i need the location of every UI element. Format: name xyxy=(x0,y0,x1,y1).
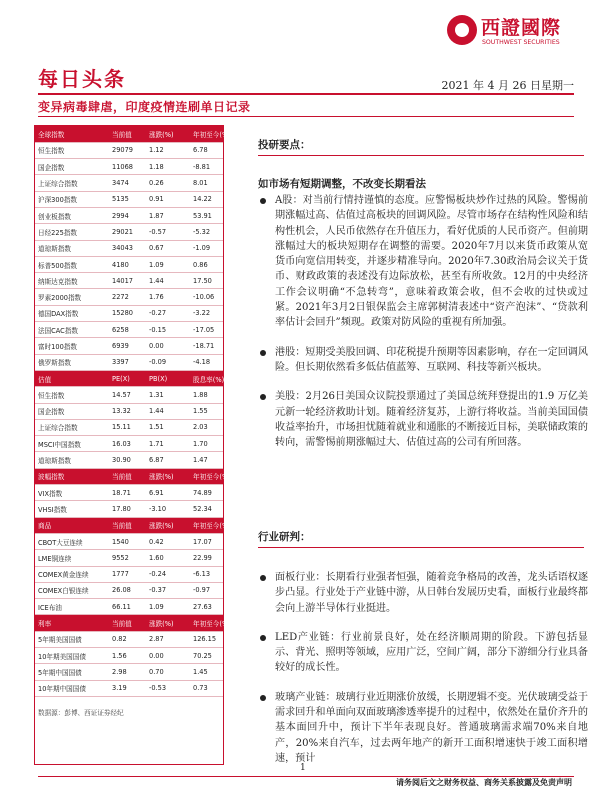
data-source-note: 数据源：彭博、西证证券经纪 xyxy=(38,708,124,717)
table-row xyxy=(35,354,223,370)
table-cell: -0.27 xyxy=(146,305,190,321)
table-header-cell: 涨跌(%) xyxy=(146,126,190,142)
table-cell: 17.50 xyxy=(190,273,223,289)
table-cell: 66.11 xyxy=(109,599,146,615)
table-cell: -17.05 xyxy=(190,322,223,338)
table-cell: 15280 xyxy=(109,305,146,321)
table-cell: -4.18 xyxy=(190,354,223,370)
table-header-row xyxy=(35,517,223,533)
table-cell: 1.88 xyxy=(190,387,223,403)
table-cell: 法国CAC指数 xyxy=(35,322,109,338)
table-cell: 0.26 xyxy=(146,175,190,191)
table-header-cell: 年初至今(%) xyxy=(190,468,223,484)
table-cell: 4180 xyxy=(109,256,146,272)
top-divider xyxy=(38,93,574,95)
table-cell: 15.11 xyxy=(109,419,146,435)
table-cell: 1.09 xyxy=(146,599,190,615)
masthead-title: 每日头条 xyxy=(38,67,126,91)
table-cell: 0.42 xyxy=(146,533,190,549)
table-cell: 6.91 xyxy=(146,485,190,501)
table-row xyxy=(35,680,223,696)
table-cell: 道琼斯指数 xyxy=(35,240,109,256)
bullet-a-share: A股：对当前行情持谨慎的态度。应警惕板块炒作过热的风险。警惕前期涨幅过高、估值过高板块的回调风险。尽管市场存在结构性风险和结构性机会，人民币依然存在升值压力，看好优质的人民币资产。但前期涨幅过大的板块短期存在调整的需要。2020年7月以来货币政策从宽货币向宽信用转变，并逐步精准导向。2020年7.30政治局会议关于货币、财政政策的表述没有边际放松，甚至有所收敛。12月的中央经济工作会议明确“不急转弯”，意味着政策会收，但不会收的过快或过紧。2021年3月2日银保监会主席郭树清表述中“资产泡沫”、“贷款利率估计会回升”频现。政策对防风险的重视有所加强。 xyxy=(258,193,588,331)
bullet-hk-share: 港股：短期受美股回调、印花税提升预期等因素影响，存在一定回调风险。但长期依然看多低估值蓝筹、互联网、科技等新兴板块。 xyxy=(258,345,588,376)
table-cell: ICE布油 xyxy=(35,599,109,615)
brand-logo xyxy=(447,13,587,53)
table-cell: 3.19 xyxy=(109,680,146,696)
table-cell: 2994 xyxy=(109,207,146,223)
table-cell: 创业板指数 xyxy=(35,207,109,223)
table-cell: 标普500指数 xyxy=(35,256,109,272)
table-header-cell: 利率 xyxy=(35,615,109,631)
table-header-cell: 涨跌(%) xyxy=(146,468,190,484)
table-cell: 16.03 xyxy=(109,436,146,452)
table-cell: 上证综合指数 xyxy=(35,419,109,435)
table-cell: VHSI指数 xyxy=(35,501,109,517)
table-row xyxy=(35,436,223,452)
table-cell: 2.87 xyxy=(146,631,190,647)
table-cell: -6.13 xyxy=(190,566,223,582)
table-row xyxy=(35,322,223,338)
table-cell: 1.18 xyxy=(146,159,190,175)
table-cell: 0.82 xyxy=(109,631,146,647)
table-row xyxy=(35,599,223,615)
table-cell: 2.98 xyxy=(109,664,146,680)
table-cell: 11068 xyxy=(109,159,146,175)
table-cell: 1.51 xyxy=(146,419,190,435)
table-cell: 1.70 xyxy=(190,436,223,452)
table-cell: 沪深300指数 xyxy=(35,191,109,207)
research-bullets xyxy=(258,193,588,450)
table-cell: 恒生指数 xyxy=(35,142,109,158)
headline: 变异病毒肆虐，印度疫情连刷单日记录 xyxy=(38,100,251,114)
table-row xyxy=(35,240,223,256)
table-header-cell: 当前值 xyxy=(109,615,146,631)
table-header-cell: PB(X) xyxy=(146,370,190,386)
table-cell: 18.71 xyxy=(109,485,146,501)
table-cell: 1.47 xyxy=(190,452,223,468)
table-cell: 10年期中国国债 xyxy=(35,680,109,696)
table-cell: -0.37 xyxy=(146,582,190,598)
table-cell: 道琼斯指数 xyxy=(35,452,109,468)
table-row xyxy=(35,175,223,191)
section-title-industry: 行业研判： xyxy=(258,531,311,543)
brand-name-en: SOUTHWEST SECURITIES xyxy=(482,39,560,46)
table-cell: LME铜连续 xyxy=(35,550,109,566)
section-divider xyxy=(258,547,584,548)
table-cell: -8.81 xyxy=(190,159,223,175)
table-cell: 0.67 xyxy=(146,240,190,256)
table-cell: 52.34 xyxy=(190,501,223,517)
table-row xyxy=(35,403,223,419)
table-cell: 1.44 xyxy=(146,403,190,419)
table-cell: 6258 xyxy=(109,322,146,338)
table-cell: -0.97 xyxy=(190,582,223,598)
table-row xyxy=(35,550,223,566)
table-cell: -0.09 xyxy=(146,354,190,370)
table-row xyxy=(35,387,223,403)
table-header-cell: 全球指数 xyxy=(35,126,109,142)
table-cell: 俄罗斯指数 xyxy=(35,354,109,370)
table-cell: -0.57 xyxy=(146,224,190,240)
table-cell: 1.31 xyxy=(146,387,190,403)
table-cell: 8.01 xyxy=(190,175,223,191)
table-cell: 17.07 xyxy=(190,533,223,549)
table-cell: -3.22 xyxy=(190,305,223,321)
table-cell: 126.15 xyxy=(190,631,223,647)
table-cell: CBOT大豆连续 xyxy=(35,533,109,549)
table-cell: -0.24 xyxy=(146,566,190,582)
table-cell: 罗素2000指数 xyxy=(35,289,109,305)
table-row xyxy=(35,582,223,598)
table-cell: 14017 xyxy=(109,273,146,289)
table-header-cell: 年初至今(%) xyxy=(190,615,223,631)
table-cell: 27.63 xyxy=(190,599,223,615)
table-row xyxy=(35,207,223,223)
bullet-us-share: 美股：2月26日美国众议院投票通过了美国总统拜登提出的1.9 万亿美元新一轮经济救助计划。随着经济复苏，上游行将收益。当前美国国债收益率抬升，市场担忧随着就业和通胀的不断接近目标，美联储政策的转向，需警惕前期涨幅过大、估值过高的公司有所回落。 xyxy=(258,389,588,450)
table-header-row xyxy=(35,468,223,484)
brand-name-cn: 西證國際 xyxy=(481,17,562,39)
table-cell: 2.03 xyxy=(190,419,223,435)
table-cell: VIX指数 xyxy=(35,485,109,501)
disclaimer-note: 请务阅后文之财务权益、商务关系披露及免责声明 xyxy=(396,778,572,787)
table-cell: 1.87 xyxy=(146,207,190,223)
table-cell: 1.56 xyxy=(109,648,146,664)
section-subtitle: 如市场有短期调整，不改变长期看法 xyxy=(258,178,426,190)
table-cell: 6.78 xyxy=(190,142,223,158)
table-cell: 1.12 xyxy=(146,142,190,158)
table-cell: 1777 xyxy=(109,566,146,582)
table-row xyxy=(35,256,223,272)
table-header-cell: 涨跌(%) xyxy=(146,517,190,533)
table-cell: 0.70 xyxy=(146,664,190,680)
table-header-cell: PE(X) xyxy=(109,370,146,386)
table-cell: 1.71 xyxy=(146,436,190,452)
table-cell: 0.73 xyxy=(190,680,223,696)
industry-bullets xyxy=(258,570,588,766)
table-row xyxy=(35,648,223,664)
table-cell: 6.87 xyxy=(146,452,190,468)
table-cell: 1.44 xyxy=(146,273,190,289)
table-row xyxy=(35,501,223,517)
table-row xyxy=(35,419,223,435)
table-cell: 53.91 xyxy=(190,207,223,223)
table-cell: 恒生指数 xyxy=(35,387,109,403)
table-cell: -1.09 xyxy=(190,240,223,256)
table-row xyxy=(35,566,223,582)
table-cell: -18.71 xyxy=(190,338,223,354)
table-cell: 14.22 xyxy=(190,191,223,207)
publish-date: 2021 年 4 月 26 日星期一 xyxy=(441,79,574,92)
table-cell: 29079 xyxy=(109,142,146,158)
table-row xyxy=(35,191,223,207)
table-cell: 0.91 xyxy=(146,191,190,207)
table-row xyxy=(35,664,223,680)
table-cell: 34043 xyxy=(109,240,146,256)
table-cell: 上证综合指数 xyxy=(35,175,109,191)
table-cell: MSCI中国指数 xyxy=(35,436,109,452)
table-cell: 1.45 xyxy=(190,664,223,680)
table-cell: 0.00 xyxy=(146,338,190,354)
table-cell: -0.15 xyxy=(146,322,190,338)
table-cell: 1540 xyxy=(109,533,146,549)
table-cell: 富时100指数 xyxy=(35,338,109,354)
table-row xyxy=(35,485,223,501)
table-cell: -3.10 xyxy=(146,501,190,517)
table-header-cell: 商品 xyxy=(35,517,109,533)
table-cell: 3474 xyxy=(109,175,146,191)
table-cell: 1.60 xyxy=(146,550,190,566)
table-cell: 1.76 xyxy=(146,289,190,305)
table-row xyxy=(35,159,223,175)
table-cell: 1.09 xyxy=(146,256,190,272)
page-number: 1 xyxy=(300,763,306,773)
table-cell: 纳斯达克指数 xyxy=(35,273,109,289)
table-cell: 26.08 xyxy=(109,582,146,598)
table-cell: COMEX白银连续 xyxy=(35,582,109,598)
table-row xyxy=(35,452,223,468)
table-cell: -5.32 xyxy=(190,224,223,240)
table-cell: 22.99 xyxy=(190,550,223,566)
section-divider xyxy=(258,155,584,156)
table-cell: 10年期美国国债 xyxy=(35,648,109,664)
table-cell: -0.53 xyxy=(146,680,190,696)
table-header-cell: 年初至今(%) xyxy=(190,517,223,533)
table-cell: 2272 xyxy=(109,289,146,305)
bullet-glass-industry: 玻璃产业链：玻璃行业近期涨价放缓，长期逻辑不变。光伏玻璃受益于需求回升和单面向双面玻璃渗透率提升的过程中，依然处在量价齐升的基本面回升中，预计下半年表现良好。普通玻璃需求端70%来自地产，20%来自汽车，过去两年地产的新开工面积增速快于竣工面积增速，预计 xyxy=(258,690,588,766)
bullet-led-industry: LED产业链：行业前景良好，处在经济顺周期的阶段。下游包括显示、背光、照明等领域，应用广泛，空间广阔，部分下游细分行业具备较好的成长性。 xyxy=(258,630,588,676)
table-header-cell: 估值 xyxy=(35,370,109,386)
table-header-row xyxy=(35,370,223,386)
table-cell: 日经225指数 xyxy=(35,224,109,240)
table-cell: 17.80 xyxy=(109,501,146,517)
table-row xyxy=(35,142,223,158)
market-data-table xyxy=(35,126,231,697)
table-header-cell: 当前值 xyxy=(109,126,146,142)
table-cell: 29021 xyxy=(109,224,146,240)
table-header-cell: 当前值 xyxy=(109,517,146,533)
table-row xyxy=(35,273,223,289)
section-title-research: 投研要点： xyxy=(258,139,311,151)
table-row xyxy=(35,533,223,549)
brand-mark-icon xyxy=(447,15,477,45)
table-cell: 1.55 xyxy=(190,403,223,419)
table-cell: 70.25 xyxy=(190,648,223,664)
table-header-row xyxy=(35,126,223,142)
table-cell: COMEX黄金连续 xyxy=(35,566,109,582)
bullet-panel-industry: 面板行业：长期看行业强者恒强，随着竞争格局的改善，龙头话语权逐步凸显。行业处于产业链中游，从日韩台发展历史看，面板行业最终都会向上游半导体行业挺进。 xyxy=(258,570,588,616)
table-cell: 74.89 xyxy=(190,485,223,501)
table-row xyxy=(35,224,223,240)
table-row xyxy=(35,631,223,647)
table-cell: 德国DAX指数 xyxy=(35,305,109,321)
table-cell: 6939 xyxy=(109,338,146,354)
table-header-row xyxy=(35,615,223,631)
table-cell: 5年期中国国债 xyxy=(35,664,109,680)
table-cell: 13.32 xyxy=(109,403,146,419)
table-cell: 5年期美国国债 xyxy=(35,631,109,647)
table-cell: 国企指数 xyxy=(35,403,109,419)
table-cell: 国企指数 xyxy=(35,159,109,175)
table-row xyxy=(35,305,223,321)
table-cell: 5135 xyxy=(109,191,146,207)
table-cell: -10.06 xyxy=(190,289,223,305)
table-header-cell: 年初至今(%) xyxy=(190,126,223,142)
table-cell: 3397 xyxy=(109,354,146,370)
table-header-cell: 股息率(%) xyxy=(190,370,223,386)
market-data-sidebar xyxy=(34,125,231,765)
headline-divider xyxy=(38,116,574,117)
table-header-cell: 当前值 xyxy=(109,468,146,484)
table-cell: 9552 xyxy=(109,550,146,566)
table-cell: 0.00 xyxy=(146,648,190,664)
table-cell: 14.57 xyxy=(109,387,146,403)
table-row xyxy=(35,289,223,305)
table-header-cell: 涨跌(%) xyxy=(146,615,190,631)
table-cell: 30.90 xyxy=(109,452,146,468)
table-header-cell: 波幅指数 xyxy=(35,468,109,484)
table-row xyxy=(35,338,223,354)
table-cell: 0.86 xyxy=(190,256,223,272)
